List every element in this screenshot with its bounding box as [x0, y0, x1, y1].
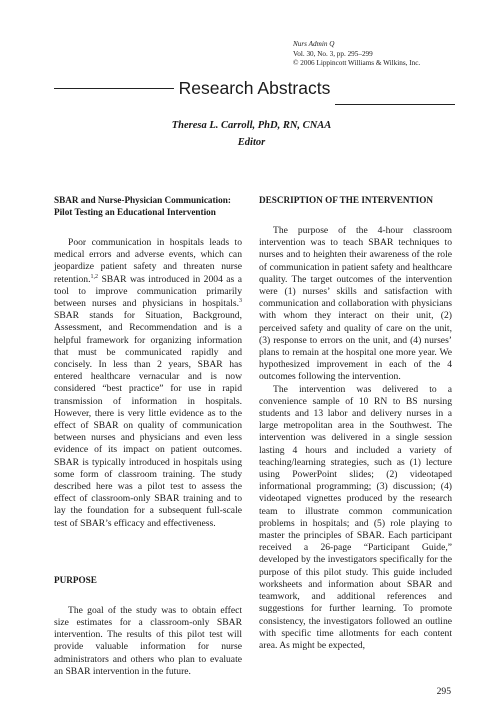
page-number: 295: [436, 686, 451, 697]
author-name: Theresa L. Carroll, PhD, RN, CNAA: [171, 120, 332, 131]
intro-text-1: Poor communication in hospitals leads to medical errors and adverse events, which can jeopardize patient safety and threaten nurse retention.: [54, 237, 242, 285]
intro-text-2: SBAR was introduced in 2004 as a tool to improve communication primarily between nurses and physicians in hospitals.: [54, 273, 242, 310]
citation-superscript: 1,2: [90, 273, 98, 280]
left-column: [54, 194, 242, 678]
journal-citation: [293, 40, 453, 69]
right-column: [259, 194, 452, 652]
author-role: Editor: [237, 137, 266, 148]
purpose-paragraph: The goal of the study was to obtain effect size estimates for a classroom-only SBAR intervention. The results of this pilot test will provide valuable information for nurse administrators and others who plan to evaluate an SBAR intervention in the future.: [54, 604, 242, 677]
intro-text-3: SBAR stands for Situation, Background, Assessment, and Recommendation and is a helpful framework for organizing information that must be communicated rapidly and concisely. In less than 2 years, SBAR has entered healthcare vernacular and is now considered “best practice” for use in rapid transmission of information in hospitals. However, there is very little evidence as to the effect of SBAR on quality of communication between nurses and physicians and even less evidence of its impact on patient outcomes. SBAR is typically introduced in hospitals using some form of classroom training. The study described here was a pilot test to assess the effect of classroom-only SBAR training and to lay the foundation for a subsequent full-scale test of SBAR’s efficacy and effectiveness.: [54, 310, 242, 529]
intervention-heading: DESCRIPTION OF THE INTERVENTION: [259, 195, 434, 205]
intervention-paragraph-2: The intervention was delivered to a convenience sample of 10 RN to BS nursing students and 13 labor and delivery nurses in a large metropolitan area in the Southwest. The intervention was delivered in a single session lasting 4 hours and included a variety of teaching/learning strategies, such as (1) lecture using PowerPoint slides; (2) videotaped informational programming; (3) discussion; (4) videotaped vignettes produced by the research team to illustrate common communication problems in hospitals; and (5) role playing to master the principles of SBAR. Each participant received a 26-page “Participant Guide,” developed by the investigators specifically for the purpose of this pilot study. This guide included worksheets and information about SBAR and teamwork, and additional references and suggestions for further learning. To promote consistency, the investigators followed an outline with specific time allotments for each content area. As might be expected,: [259, 383, 452, 651]
intervention-paragraph-1: The purpose of the 4-hour classroom intervention was to teach SBAR techniques to nurses and to heighten their awareness of the role of communication in patient safety and healthcare quality. The target outcomes of the intervention were (1) nurses’ skills and satisfaction with communication and collaboration with physicians with whom they interact on their unit, (2) perceived safety and quality of care on the unit, (3) response to errors on the unit, and (4) nurses’ plans to remain at the hospital one more year. We hypothesized improvement in each of the 4 outcomes following the intervention.: [259, 225, 452, 383]
journal-name: Nurs Admin Q: [293, 40, 335, 48]
intro-paragraph: [54, 237, 242, 530]
title-rule-right: [335, 104, 455, 105]
journal-volume: Vol. 30, No. 3, pp. 295–299: [293, 49, 373, 58]
journal-copyright: © 2006 Lippincott Williams & Wilkins, Inc.: [293, 59, 421, 68]
purpose-heading: PURPOSE: [54, 574, 97, 585]
citation-superscript: 3: [239, 298, 242, 305]
section-title: Research Abstracts: [178, 78, 331, 98]
abstract-title: SBAR and Nurse-Physician Communication: Pilot Testing an Educational Intervention: [54, 195, 231, 217]
title-rule-left: [54, 88, 174, 89]
